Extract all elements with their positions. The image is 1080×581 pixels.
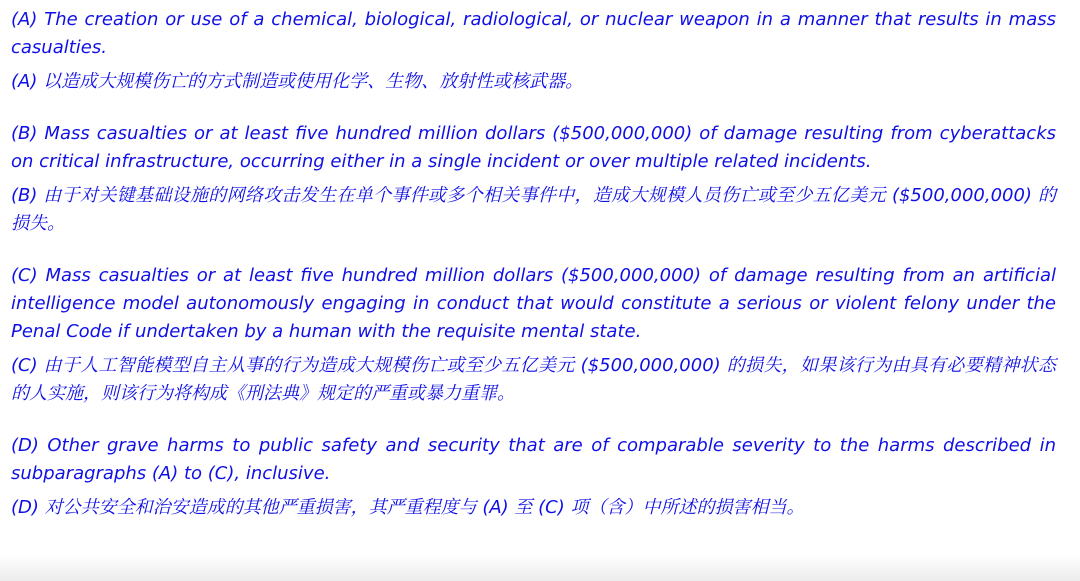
section-d-chinese: (D) 对公共安全和治安造成的其他严重损害，其严重程度与 (A) 至 (C) 项（含）中所述的损害相当。 [11, 497, 805, 518]
section-c-english: (C) Mass casualties or at least five hundred million dollars ($500,000,000) of damage resulting from an artificial intelligence model autonomously engaging in conduct that would constitute a serious or violent felony under the Penal Code if undertaken by a human with the requisite mental state. [11, 265, 1056, 342]
section-d-english: (D) Other grave harms to public safety and security that are of comparable severity to the harms described in subparagraphs (A) to (C), inclusive. [11, 435, 1056, 484]
section-b-chinese: (B) 由于对关键基础设施的网络攻击发生在单个事件或多个相关事件中，造成大规模人员伤亡或至少五亿美元 ($500,000,000) 的损失。 [11, 185, 1056, 234]
section-c-chinese: (C) 由于人工智能模型自主从事的行为造成大规模伤亡或至少五亿美元 ($500,000,000) 的损失，如果该行为由具有必要精神状态的人实施，则该行为将构成《刑法典》规定的严重或暴力重罪。 [11, 355, 1056, 404]
section-b-english: (B) Mass casualties or at least five hundred million dollars ($500,000,000) of damage resulting from cyberattacks on critical infrastructure, occurring either in a single incident or over multiple related incidents. [11, 123, 1056, 172]
section-a-chinese: (A) 以造成大规模伤亡的方式制造或使用化学、生物、放射性或核武器。 [11, 71, 584, 92]
section-a-english: (A) The creation or use of a chemical, biological, radiological, or nuclear weapon in a manner that results in mass casualties. [11, 9, 1056, 58]
